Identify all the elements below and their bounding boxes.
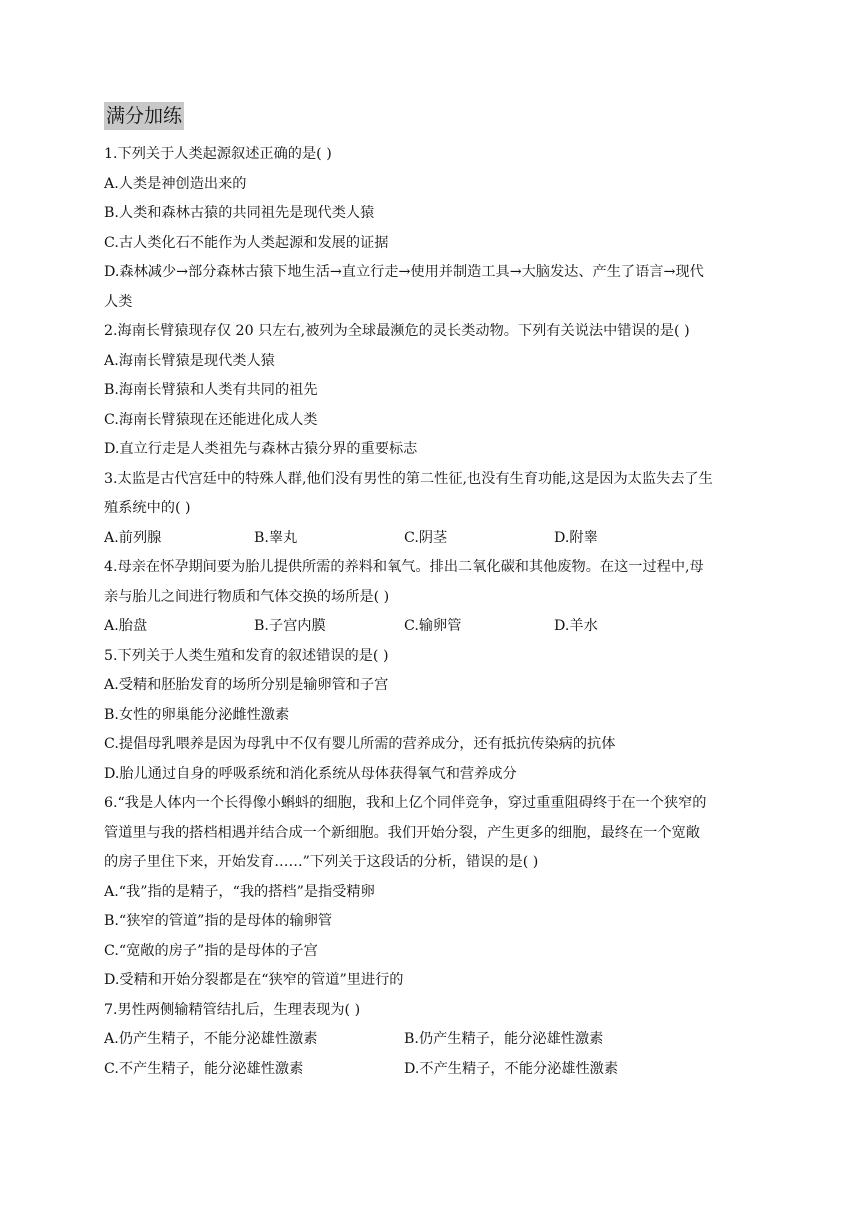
question-stem: 7.男性两侧输精管结扎后，生理表现为( )	[104, 1001, 361, 1018]
question-stem-continued: 管道里与我的搭档相遇并结合成一个新细胞。我们开始分裂，产生更多的细胞，最终在一个宽敞	[104, 824, 700, 841]
options-row	[104, 524, 764, 554]
section-title: 满分加练	[104, 102, 184, 130]
option-a: A.受精和胚胎发育的场所分别是输卵管和子宫	[104, 677, 389, 693]
question-3	[104, 465, 764, 554]
option-a: A.“我”指的是精子，“我的搭档”是指受精卵	[104, 883, 375, 900]
question-stem: 1.下列关于人类起源叙述正确的是( )	[104, 146, 332, 162]
option-d: D.直立行走是人类祖先与森林古猿分界的重要标志	[104, 441, 418, 457]
question-7	[104, 996, 764, 1085]
question-stem-continued: 的房子里住下来，开始发育……”下列关于这段话的分析，错误的是( )	[104, 854, 539, 870]
option-a: A.前列腺	[104, 529, 162, 546]
question-stem: 6.“我是人体内一个长得像小蝌蚪的细胞，我和上亿个同伴竞争，穿过重重阻碍终于在一个狭窄的	[104, 795, 707, 811]
question-1	[104, 140, 764, 317]
option-d: D.附睾	[554, 529, 598, 546]
option-b: B.海南长臂猿和人类有共同的祖先	[104, 382, 318, 398]
option-d: D.不产生精子，不能分泌雄性激素	[404, 1060, 619, 1077]
option-a: A.海南长臂猿是现代类人猿	[104, 352, 275, 369]
option-d: D.胎儿通过自身的呼吸系统和消化系统从母体获得氧气和营养成分	[104, 765, 517, 782]
options-row	[104, 612, 764, 642]
option-b: B.子宫内膜	[254, 618, 326, 634]
question-2	[104, 317, 764, 465]
option-c: C.输卵管	[404, 618, 462, 634]
question-5	[104, 642, 764, 790]
option-b: B.“狭窄的管道”指的是母体的输卵管	[104, 913, 333, 929]
option-a: A.胎盘	[104, 618, 148, 634]
option-c: C.古人类化石不能作为人类起源和发展的证据	[104, 234, 389, 251]
question-stem: 2.海南长臂猿现存仅 20 只左右,被列为全球最濒危的灵长类动物。下列有关说法中错误的是( )	[104, 323, 690, 339]
question-stem: 3.太监是古代宫廷中的特殊人群,他们没有男性的第二性征,也没有生育功能,这是因为太监失去了生	[104, 470, 713, 487]
option-d: D.羊水	[554, 618, 598, 634]
question-stem-continued: 殖系统中的( )	[104, 500, 191, 516]
question-4	[104, 553, 764, 642]
option-d: D.森林减少→部分森林古猿下地生活→直立行走→使用并制造工具→大脑发达、产生了语言→现代	[104, 264, 704, 280]
option-b: B.女性的卵巢能分泌雌性激素	[104, 706, 290, 723]
question-stem: 4.母亲在怀孕期间要为胎儿提供所需的养料和氧气。排出二氧化碳和其他废物。在这一过程中,母	[104, 559, 704, 575]
question-stem: 5.下列关于人类生殖和发育的叙述错误的是( )	[104, 647, 389, 664]
option-a: A.人类是神创造出来的	[104, 175, 247, 192]
option-d-continued: 人类	[104, 293, 133, 310]
option-c: C.阴茎	[404, 529, 448, 546]
option-a: A.仍产生精子，不能分泌雄性激素	[104, 1031, 318, 1047]
option-c: C.不产生精子，能分泌雄性激素	[104, 1060, 304, 1077]
option-b: B.仍产生精子，能分泌雄性激素	[404, 1031, 604, 1047]
option-b: B.睾丸	[254, 529, 298, 546]
question-stem-continued: 亲与胎儿之间进行物质和气体交换的场所是( )	[104, 588, 390, 605]
option-c: C.提倡母乳喂养是因为母乳中不仅有婴儿所需的营养成分，还有抵抗传染病的抗体	[104, 736, 616, 752]
option-d: D.受精和开始分裂都是在“狭窄的管道”里进行的	[104, 972, 404, 988]
option-b: B.人类和森林古猿的共同祖先是现代类人猿	[104, 205, 375, 221]
options-row	[104, 1055, 764, 1085]
option-c: C.“宽敞的房子”指的是母体的子宫	[104, 942, 318, 959]
question-6	[104, 789, 764, 996]
option-c: C.海南长臂猿现在还能进化成人类	[104, 411, 318, 428]
options-row	[104, 1025, 764, 1055]
worksheet	[104, 102, 764, 1084]
